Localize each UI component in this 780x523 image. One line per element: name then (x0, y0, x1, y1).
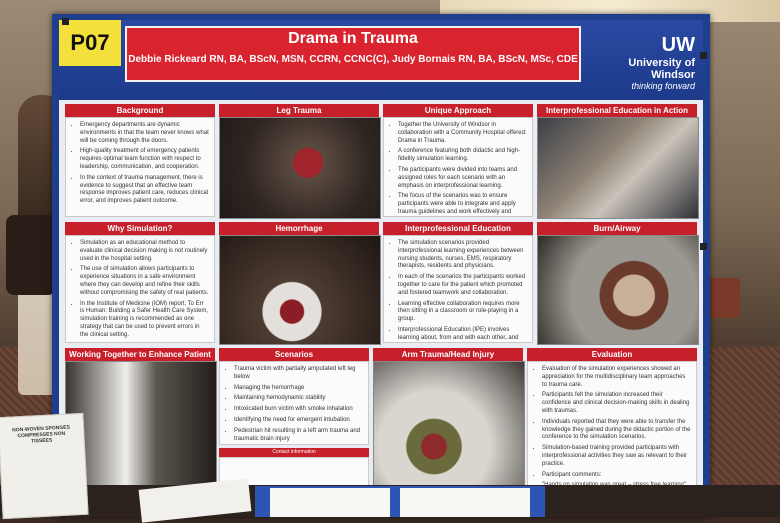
leg-trauma-heading: Leg Trauma (219, 104, 379, 117)
binder-page (400, 488, 530, 517)
evaluation-bullet: • Individuals reported that they were able to transfer the knowledge they gained during the didactic portion of the conference to the simulation scenarios. (542, 419, 691, 442)
poster-title: Drama in Trauma (288, 30, 418, 47)
ipe-bullet: • In each of the scenarios the participants worked together to care for the patient which promoted and fostered teamwork and collaboration. (398, 274, 527, 297)
burn-airway-heading: Burn/Airway (537, 222, 697, 235)
scenario-bullet: • Pedestrian hit resulting in a left arm trauma and traumatic brain injury (234, 428, 363, 444)
why-simulation-bullet: • In the Institute of Medicine (IOM) report, To Err is Human: Building a Safer Health Care System, simulation training is recommended as one strategy that can be used to prevent errors in the clinical setting. (80, 301, 209, 340)
background-text (65, 117, 215, 217)
ipe-action-photo (537, 117, 699, 219)
evaluation-bullet: • Simulation-based training provided participants with interprofessional activities they saw as relevant to their practice. (542, 445, 691, 468)
board-clip (700, 243, 707, 250)
ipe-action-heading: Interprofessional Education in Action (537, 104, 697, 117)
ipe-heading: Interprofessional Education (383, 222, 533, 235)
evaluation-bullet: • Evaluation of the simulation experiences showed an appreciation for the multidisciplinary team approaches to trauma care. (542, 366, 691, 389)
background-bullet: • High-quality treatment of emergency patients requires optimal team function with respect to leadership, communication, and cooperation. (80, 148, 209, 171)
why-simulation-text (65, 235, 215, 343)
ipe-text (383, 235, 533, 343)
table-sign: NON-WOVEN SPONGES COMPRESSES NON TISSÉES (0, 413, 89, 519)
unique-approach-bullet: • A conference featuring both didactic and high-fidelity simulation learning. (398, 148, 527, 164)
evaluation-bullet: • Participants felt the simulation increased their confidence and clinical decision-making skills in dealing with traumas. (542, 392, 691, 415)
unique-approach-bullet: • The focus of the scenarios was to ensure participants were able to integrate and apply trauma guidelines and work effectively and (398, 193, 527, 217)
logo-tagline: thinking forward (631, 81, 695, 91)
poster-header (59, 20, 703, 100)
background-bullet: • In the context of trauma management, there is evidence to suggest that an effective team response improves patient care, reduces clinical error, and improves patient outcome. (80, 175, 209, 206)
ipe-bullet: • Interprofessional Education (IPE) involves learning about, from and with each other, and (398, 327, 527, 343)
board-clip (62, 18, 69, 25)
logo-mark: UW (661, 34, 695, 56)
scenarios-text (219, 361, 369, 445)
why-simulation-bullet: • Simulation as an educational method to evaluate clinical decision making is not routinely used in the hospital setting. (80, 240, 209, 263)
evaluation-heading: Evaluation (527, 348, 697, 361)
board-clip (700, 52, 707, 59)
arm-trauma-heading: Arm Trauma/Head Injury (373, 348, 523, 361)
why-simulation-bullet: • The use of simulation allows participants to experience situations in a safe environment where they can develop and refine their skills without compromising the safety of real patients. (80, 266, 209, 297)
scenario-bullet: • Identifying the need for emergent intubation (234, 417, 363, 425)
background-heading: Background (65, 104, 215, 117)
poster-number: P07 (59, 20, 121, 66)
logo-name: University of Windsor (628, 57, 695, 81)
unique-approach-text (383, 117, 533, 217)
scenario-bullet: • Intoxicated burn victim with smoke inhalation (234, 406, 363, 414)
university-logo (603, 34, 695, 91)
poster (59, 20, 703, 517)
working-together-heading: Working Together to Enhance Patient (65, 348, 215, 361)
arm-trauma-photo (373, 361, 525, 493)
hemorrhage-photo (219, 235, 381, 345)
binder-page (270, 488, 390, 517)
scenario-bullet: • Maintaining hemodynamic stability (234, 395, 363, 403)
ipe-bullet: • Learning effective collaboration requires more then sitting in a classroom or role-playing in a group. (398, 301, 527, 324)
poster-authors: Debbie Rickeard RN, BA, BScN, MSN, CCRN, CCNC(C), Judy Bornais RN, BA, BScN, MSc, CDE (128, 54, 578, 65)
working-together-photo (65, 361, 217, 493)
evaluation-bullet: • Participant comments: (542, 472, 691, 480)
unique-approach-heading: Unique Approach (383, 104, 533, 117)
burn-airway-photo (537, 235, 699, 345)
scenario-bullet: • Trauma victim with partially amputated left leg below (234, 366, 363, 382)
hemorrhage-heading: Hemorrhage (219, 222, 379, 235)
title-bar (125, 26, 581, 82)
unique-approach-bullet: • Together the University of Windsor in collaboration with a Community Hospital offered: Drama in Trauma. (398, 122, 527, 145)
poster-board (52, 14, 710, 517)
ipe-bullet: • The simulation scenarios provided interprofessional learning experiences between nursing students, nurses, EMS, respiratory therapists, residents and physicians. (398, 240, 527, 271)
scenario-bullet: • Managing the hemorrhage (234, 385, 363, 393)
handbag (6, 215, 56, 295)
why-simulation-heading: Why Simulation? (65, 222, 215, 235)
contact-heading: Contact information (219, 448, 369, 457)
background-bullet: • Emergency departments are dynamic environments in that the team never knows what will be coming through the doors. (80, 122, 209, 145)
scenarios-heading: Scenarios (219, 348, 369, 361)
leg-trauma-photo (219, 117, 381, 219)
unique-approach-bullet: • The participants were divided into teams and assigned roles for each scenario with an emphasis on interprofessional learning. (398, 167, 527, 190)
